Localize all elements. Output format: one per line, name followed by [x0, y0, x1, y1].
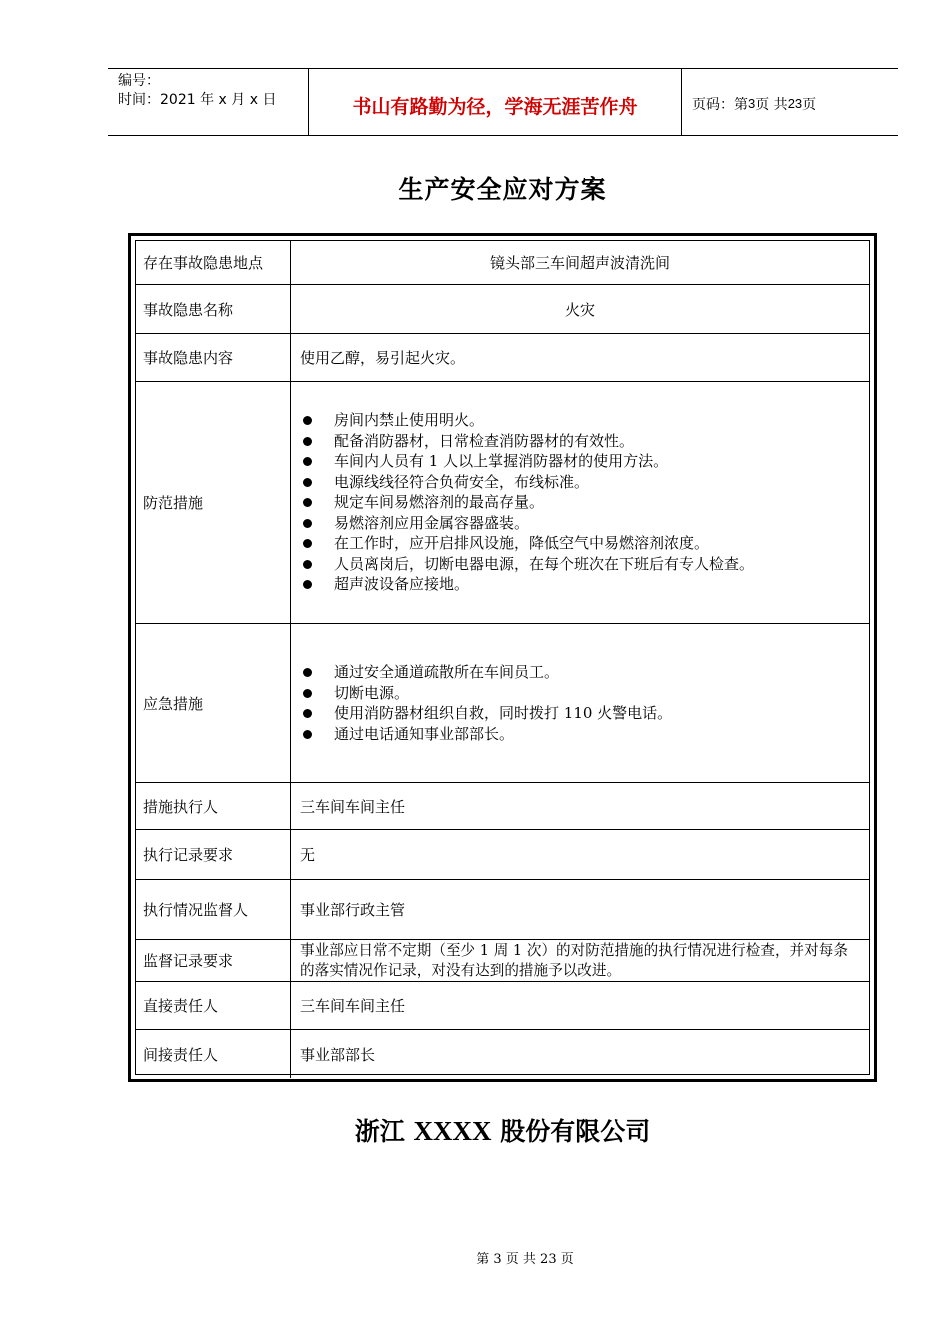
bullet-icon: [303, 457, 312, 466]
list-item: 易燃溶剂应用金属容器盛装。: [301, 513, 754, 534]
list-item: 使用消防器材组织自救，同时拨打 110 火警电话。: [301, 703, 672, 724]
bullet-icon: [303, 519, 312, 528]
company-latin: XXXX: [413, 1116, 492, 1146]
bullet-icon: [303, 560, 312, 569]
table-row: [136, 982, 869, 1030]
table-row: [136, 382, 869, 624]
bullet-icon: [303, 689, 312, 698]
header-meta: [108, 69, 309, 135]
row-label: 执行记录要求: [136, 830, 291, 879]
prevention-measures: [291, 382, 869, 623]
list-item: 车间内人员有 1 人以上掌握消防器材的使用方法。: [301, 451, 754, 472]
row-value: 使用乙醇，易引起火灾。: [300, 349, 466, 367]
list-item: 人员离岗后，切断电器电源，在每个班次在下班后有专人检查。: [301, 554, 754, 575]
document-time: 时间：2021 年 x 月 x 日: [118, 92, 277, 108]
row-label: 执行情况监督人: [136, 880, 291, 939]
document-title: 生产安全应对方案: [398, 175, 607, 204]
row-label: 事故隐患内容: [136, 334, 291, 381]
list-item: 电源线线径符合负荷安全，布线标准。: [301, 472, 754, 493]
row-label: 直接责任人: [136, 982, 291, 1029]
company-suffix: 股份有限公司: [491, 1117, 651, 1146]
row-value: 事业部应日常不定期（至少 1 周 1 次）的对防范措施的执行情况进行检查，并对每条的落实情况作记录，对没有达到的措施予以改进。: [300, 941, 848, 979]
list-item: 在工作时，应开启排风设施，降低空气中易燃溶剂浓度。: [301, 533, 754, 554]
company-name: [0, 1112, 950, 1148]
row-value: 事业部部长: [300, 1045, 376, 1064]
emergency-measures: [291, 624, 869, 782]
header-page-info: [682, 69, 898, 135]
list-item: 房间内禁止使用明火。: [301, 410, 754, 431]
list-item: 超声波设备应接地。: [301, 574, 754, 595]
hazard-table-inner: [135, 240, 870, 1075]
bullet-icon: [303, 539, 312, 548]
bullet-icon: [303, 730, 312, 739]
bullet-icon: [303, 668, 312, 677]
table-row: [136, 1030, 869, 1078]
bullet-icon: [303, 709, 312, 718]
bullet-icon: [303, 416, 312, 425]
bullet-list: [291, 410, 754, 595]
list-item: 通过电话通知事业部部长。: [301, 724, 672, 745]
table-row: [136, 880, 869, 940]
bullet-icon: [303, 498, 312, 507]
table-row: [136, 830, 869, 880]
row-label: 存在事故隐患地点: [136, 241, 291, 284]
row-label: 措施执行人: [136, 783, 291, 829]
list-item: 配备消防器材，日常检查消防器材的有效性。: [301, 431, 754, 452]
row-label: 防范措施: [136, 382, 291, 623]
table-row: [136, 241, 869, 285]
header-motto: 书山有路勤为径，学海无涯苦作舟: [309, 69, 682, 135]
list-item: 通过安全通道疏散所在车间员工。: [301, 662, 672, 683]
row-value: 无: [300, 846, 316, 864]
list-item: 规定车间易燃溶剂的最高存量。: [301, 492, 754, 513]
row-label: 间接责任人: [136, 1030, 291, 1078]
bullet-icon: [303, 437, 312, 446]
page-suffix: 页: [802, 96, 817, 113]
bullet-icon: [303, 580, 312, 589]
row-value: 火灾: [564, 300, 595, 319]
table-row: [136, 334, 869, 382]
table-row: [136, 783, 869, 830]
page-prefix: 页码：第: [692, 96, 748, 113]
row-label: 监督记录要求: [136, 940, 291, 981]
document-number-label: 编号：: [118, 73, 160, 89]
hazard-table: [128, 233, 877, 1082]
page-footer: 第 3 页 共 23 页: [476, 1252, 574, 1267]
table-row: [136, 624, 869, 783]
row-value: 镜头部三车间超声波清洗间: [489, 254, 670, 272]
table-row: [136, 285, 869, 334]
bullet-list: [291, 662, 672, 744]
page-total: 23: [787, 96, 803, 111]
company-prefix: 浙江: [354, 1117, 414, 1146]
row-value: 三车间车间主任: [300, 797, 406, 816]
list-item: 切断电源。: [301, 683, 672, 704]
page-header: [108, 68, 898, 136]
row-value: 事业部行政主管: [300, 901, 406, 919]
page-current: 3: [748, 96, 756, 111]
row-label: 事故隐患名称: [136, 285, 291, 333]
bullet-icon: [303, 478, 312, 487]
page-middle: 页 共: [755, 96, 788, 113]
row-label: 应急措施: [136, 624, 291, 782]
row-value: 三车间车间主任: [300, 997, 406, 1015]
table-row: [136, 940, 869, 982]
